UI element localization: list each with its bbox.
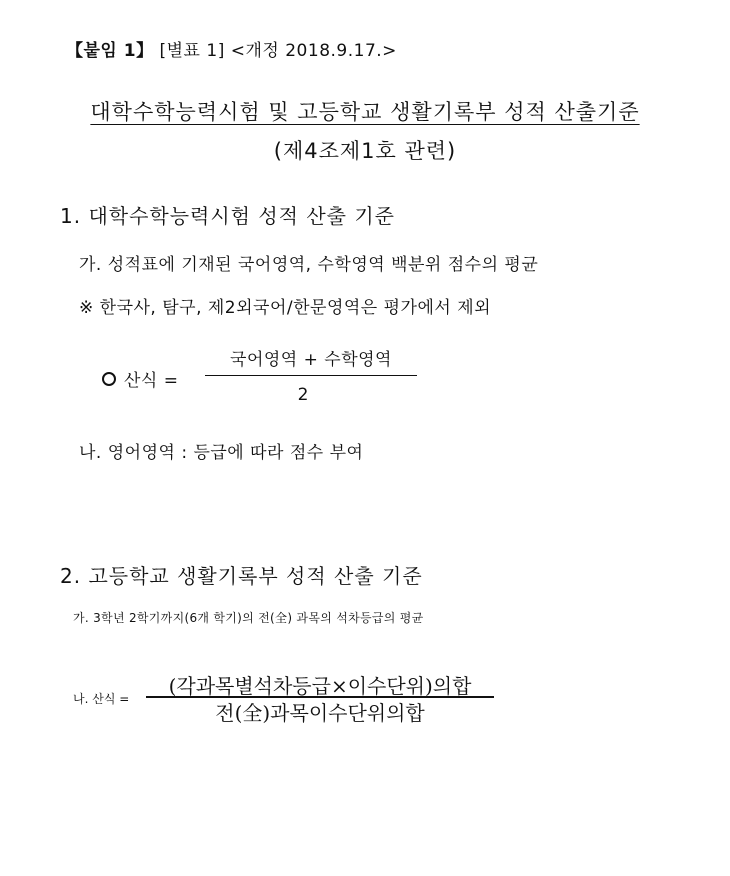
table-label: [별표 1] <box>159 41 225 61</box>
formula1-label: 산식 = <box>124 371 179 391</box>
revision-date: <개정 2018.9.17.> <box>230 41 397 61</box>
section1-note: ※ 한국사, 탐구, 제2외국어/한문영역은 평가에서 제외 <box>79 298 492 318</box>
formula2-numerator: (각과목별석차등급×이수단위)의합 <box>168 674 472 698</box>
document-title: 대학수학능력시험 및 고등학교 생활기록부 성적 산출기준 <box>90 100 640 124</box>
formula1-label-row <box>102 366 179 391</box>
attachment-header <box>66 36 397 61</box>
section1-item-na: 나. 영어영역 : 등급에 따라 점수 부여 <box>79 443 364 463</box>
document-title-wrapper <box>0 96 730 126</box>
formula2-label: 나. 산식 = <box>73 692 130 706</box>
section2-heading: 2. 고등학교 생활기록부 성적 산출 기준 <box>60 564 423 588</box>
formula1-fraction-line <box>205 375 417 376</box>
circle-bullet-icon <box>102 372 116 386</box>
section1-heading: 1. 대학수학능력시험 성적 산출 기준 <box>60 204 395 228</box>
attachment-label: 【붙임 1】 <box>66 41 154 61</box>
section2-item-ga: 가. 3학년 2학기까지(6개 학기)의 전(全) 과목의 석차등급의 평균 <box>73 611 424 625</box>
formula1-numerator: 국어영역 + 수학영역 <box>230 350 392 370</box>
formula1-denominator: 2 <box>297 385 309 405</box>
document-subtitle: (제4조제1호 관련) <box>273 139 457 163</box>
section1-item-ga: 가. 성적표에 기재된 국어영역, 수학영역 백분위 점수의 평균 <box>79 255 539 275</box>
formula2-denominator: 전(全)과목이수단위의합 <box>215 701 425 725</box>
